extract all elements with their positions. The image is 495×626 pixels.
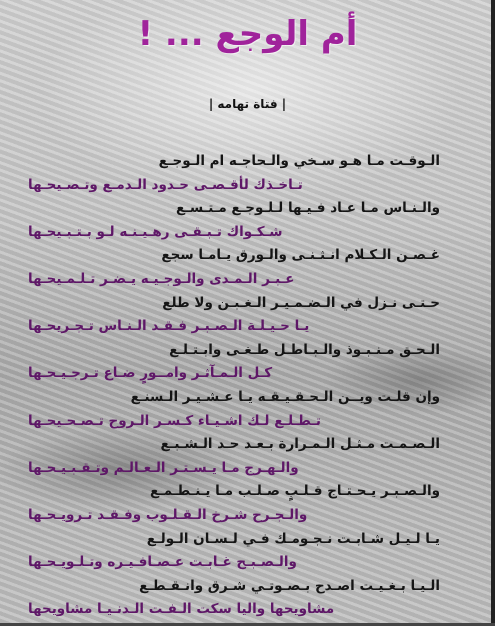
poem-line: تـطـلـع لـك اشـيـاء كـسـر الـروح تـصـحـيحـها: [28, 412, 321, 429]
poem-line: عـبـر الـمـدى والـوجـيـه يـضـر تـلـمـيحـها: [28, 270, 295, 287]
poem-line: يـا لـيـل شـابـت نـجـومـك فـي لـسـان الـولـع: [146, 530, 440, 547]
poem-line: الـصـمـت مـثـل الـمـرارة بـعـد حـد الـشـبـع: [160, 436, 440, 453]
poem-line: والـصـبـح غـابـت عـصـافـيـره وتـلـويـحـها: [28, 554, 297, 571]
poem-title: أم الوجع ... !: [137, 14, 358, 54]
right-border: [491, 0, 495, 626]
poem-line: والـنـاس مـا عـاد فـيـها لـلـوجـع مـتـسـع: [176, 200, 440, 217]
poem-line: حـتـى نـزل في الـضـمـيـر الـغـبـن ولا طلع: [162, 294, 440, 311]
poem-line: الـحـق مـنـبـوذ والـبـاطـل طـغـى وابـتـلـع: [169, 341, 440, 358]
poem-line: غـصـن الـكـلام انـثـنـى والـورق يـامـا سجع: [161, 247, 440, 264]
poem-line: تـاخـذك لأقـصـى حـدود الـدمـع وتـصـيحـها: [28, 176, 303, 193]
poem-line: الـيـا بـغـيـت اصـدح بـصـوتـي شـرق وانـقـطـع: [139, 577, 440, 594]
poem-line: والـصـبـر يـحـتـاج قـلـبٍ صـلـب مـا يـنـطـمـع: [149, 483, 440, 500]
poem-line: الـوقـت مـا هـو سـخي والـحاجـه ام الـوجـع: [158, 153, 440, 169]
poem-author: | فتاة تهامه |: [208, 97, 287, 111]
poem-line: كـل الـمـآثـر وامــورٍ ضـاع تـرجـيـحـها: [28, 365, 273, 382]
poem-line: يـا حـيـلـة الـصـبـر فـقـد الـنـاس تـجـريحـها: [28, 318, 310, 335]
poem-line: وإن قلـت ويــن الـحـقـيـقـه يـا عـشـيـر الـسنـع: [130, 388, 440, 405]
poem-body: [10, 150, 480, 622]
poem-line: والـهـرج مـا يـسـتـر الـعـالـم وتـقـبـيـحـها: [28, 459, 299, 476]
poem-line: شـكـواك تـبـقـى رهـيـنـه لـو بـتـبـيحـها: [28, 223, 283, 240]
poem-line: مشاويحها واليا سكت الـفـت الـدنـيـا مشاويحها: [28, 601, 335, 618]
poem-line: والـجـرح شـرخ الـقـلـوب وفـقـد تـرويـحـها: [28, 506, 308, 523]
